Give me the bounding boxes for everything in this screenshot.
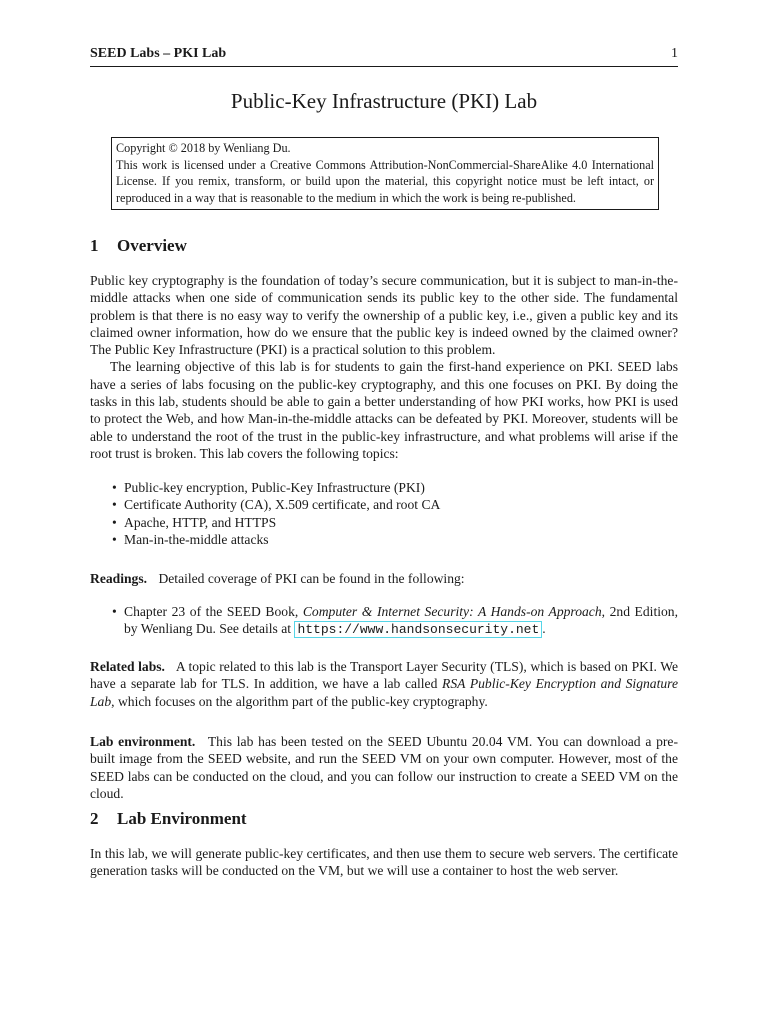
book-title: Computer & Internet Security: A Hands-on Approach bbox=[302, 604, 602, 619]
list-item: • Apache, HTTP, and HTTPS bbox=[112, 514, 277, 530]
header-rule bbox=[90, 66, 678, 67]
section-title: Lab Environment bbox=[117, 809, 247, 828]
overview-text bbox=[90, 272, 678, 462]
lab-environment-text bbox=[90, 845, 678, 880]
section-heading-lab-environment bbox=[90, 807, 678, 831]
lab-environment-paragraph-1: In this lab, we will generate public-key certificates, and then use them to secure web servers. The certificate generation tasks will be conducted on the VM, but we will use a container to host the web server. bbox=[90, 846, 678, 879]
running-title: SEED Labs – PKI Lab bbox=[90, 46, 227, 61]
readings-list-block bbox=[90, 603, 678, 639]
copyright-notice bbox=[111, 137, 659, 210]
readings-paragraph bbox=[90, 570, 678, 587]
lab-environment-heading: Lab environment. bbox=[90, 734, 196, 749]
section-number: 2 bbox=[90, 809, 99, 828]
readings-text: Detailed coverage of PKI can be found in the following: bbox=[158, 571, 465, 586]
list-item: • Man-in-the-middle attacks bbox=[112, 531, 269, 547]
overview-paragraph-2: The learning objective of this lab is for students to gain the first-hand experience on PKI. SEED labs have a series of labs focusing on the public-key cryptography, and this one focuses on PKI. By doing the tasks in this lab, students should be able to gain a better understanding of how PKI works, how PKI is used to protect the Web, and how Man-in-the-middle attacks can be defeated by PKI. Moreover, students will be able to understand the root of the trust in the public-key infrastructure, and what problems will arise if the root trust is broken. This lab covers the following topics: bbox=[90, 359, 678, 461]
lab-environment-paragraph: Lab environment. This lab has been tested on the SEED Ubuntu 20.04 VM. You can download a pre-built image from the SEED website, and run the SEED VM on your own computer. However, most of the SEED labs can be conducted on the cloud, and you can follow our instruction to create a SEED VM on the cloud. bbox=[90, 734, 678, 801]
running-header bbox=[90, 44, 678, 64]
section-title: Overview bbox=[117, 236, 187, 255]
list-item: • Certificate Authority (CA), X.509 certificate, and root CA bbox=[112, 497, 441, 513]
section-number: 1 bbox=[90, 236, 99, 255]
readings-heading: Readings. bbox=[90, 571, 148, 586]
topics-list bbox=[90, 479, 678, 548]
handsonsecurity-link[interactable]: https://www.handsonsecurity.net bbox=[294, 621, 542, 638]
related-labs-heading: Related labs. bbox=[90, 659, 165, 674]
section-heading-overview bbox=[90, 234, 678, 258]
copyright-line: Copyright © 2018 by Wenliang Du. bbox=[116, 141, 291, 155]
rsa-lab-name: RSA Public-Key Encryption and Signature Lab bbox=[90, 676, 678, 709]
topics-list-block bbox=[90, 479, 678, 548]
readings-list bbox=[90, 603, 678, 639]
overview-paragraph-1: Public key cryptography is the foundation of today’s secure communication, but it is subject to man-in-the-middle attacks when one side of communication sends its public key to the other side. The fundamental problem is that there is no easy way to verify the ownership of a public key, i.e., given a public key and its claimed owner information, how do we ensure that the public key is indeed owned by the claimed owner? The Public Key Infrastructure (PKI) is a practical solution to this problem. bbox=[90, 273, 678, 358]
license-text: This work is licensed under a Creative Commons Attribution-NonCommercial-ShareAlike 4.0 International License. If you remix, transform, or build upon the material, this copyright notice must be left intact, or reproduced in a way that is reasonable to the medium in which the work is being re-published. bbox=[116, 157, 654, 205]
related-labs-paragraph: Related labs. A topic related to this lab is the Transport Layer Security (TLS), which is based on PKI. We have a separate lab for TLS. In addition, we have a lab called RSA Public-Key Encryption and Signature Lab, which focuses on the algorithm part of the public-key cryptography. bbox=[90, 659, 678, 709]
list-item: • Chapter 23 of the SEED Book, Computer & Internet Security: A Hands-on Approach, 2nd Edition, by Wenliang Du. See details at https://www.handsonsecurity.net . bbox=[112, 604, 678, 638]
list-item: • Public-key encryption, Public-Key Infrastructure (PKI) bbox=[112, 480, 425, 495]
document-title: Public-Key Infrastructure (PKI) Lab bbox=[230, 89, 538, 113]
page-number: 1 bbox=[671, 46, 678, 61]
